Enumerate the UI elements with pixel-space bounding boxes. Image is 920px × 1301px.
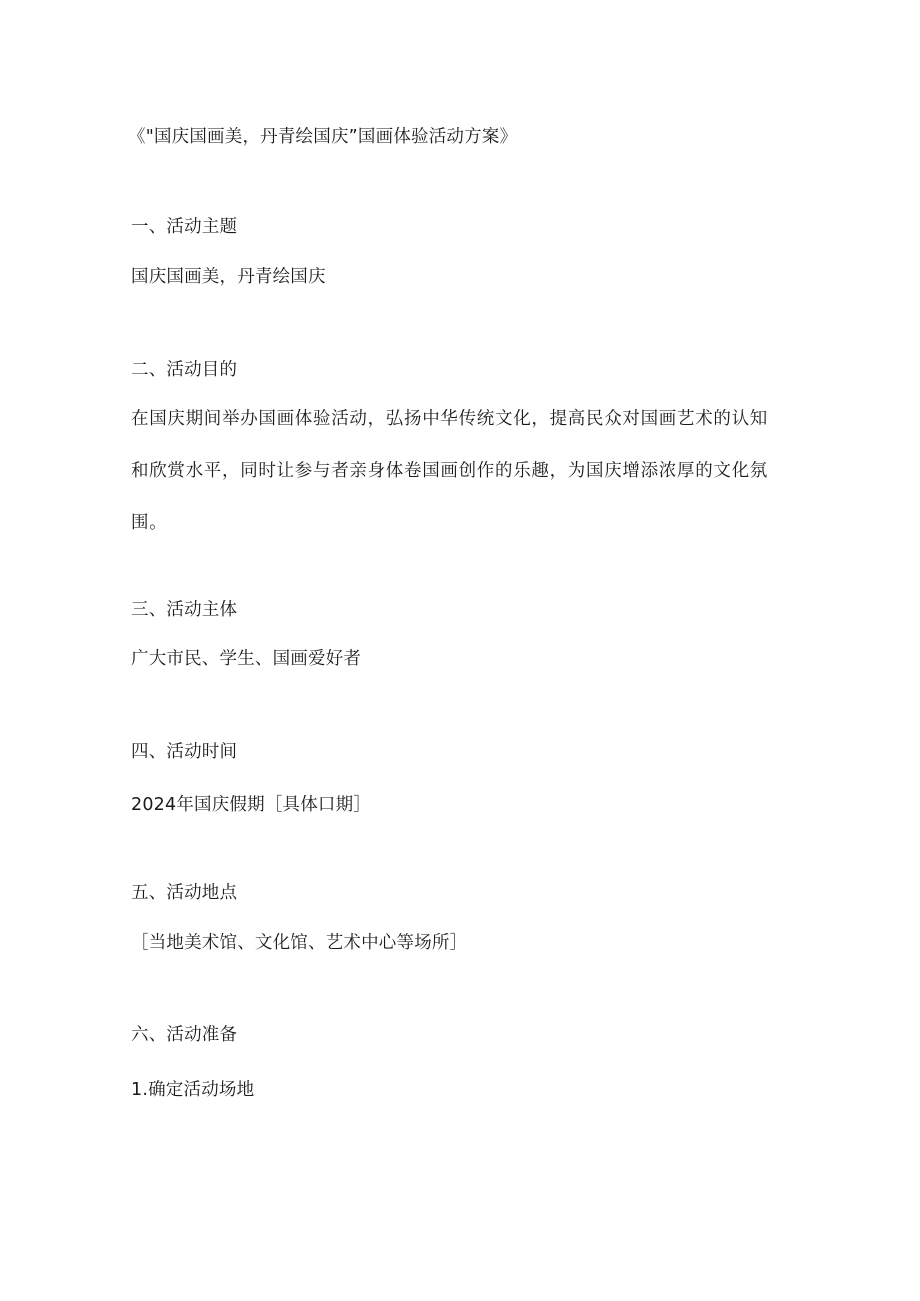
section-body-theme: 国庆国画美，丹青绘国庆 <box>131 267 326 287</box>
section-heading-preparation: 六、活动准备 <box>131 1025 238 1045</box>
section-body-preparation: 1.确定活动场地 <box>131 1080 255 1100</box>
section-body-time: 2024年国庆假期［具体口期］ <box>131 795 372 815</box>
section-heading-time: 四、活动时间 <box>131 742 238 762</box>
section-heading-theme: 一、活动主题 <box>131 217 238 237</box>
section-body-purpose: 在国庆期间举办国画体验活动，弘扬中华传统文化，提高民众对国画艺术的认知和欣赏水平，同时让参与者亲身体卷国画创作的乐趣，为国庆增添浓厚的文化氛围。 <box>131 409 768 533</box>
section-heading-purpose: 二、活动目的 <box>131 360 238 380</box>
document-title: 《"国庆国画美，丹青绘国庆”国画体验活动方案》 <box>128 127 518 147</box>
section-body-location: ［当地美术馆、文化馆、艺术中心等场所］ <box>131 933 468 953</box>
section-heading-location: 五、活动地点 <box>131 883 238 903</box>
section-body-participants: 广大市民、学生、国画爱好者 <box>131 649 362 669</box>
section-heading-participants: 三、活动主体 <box>131 600 238 620</box>
